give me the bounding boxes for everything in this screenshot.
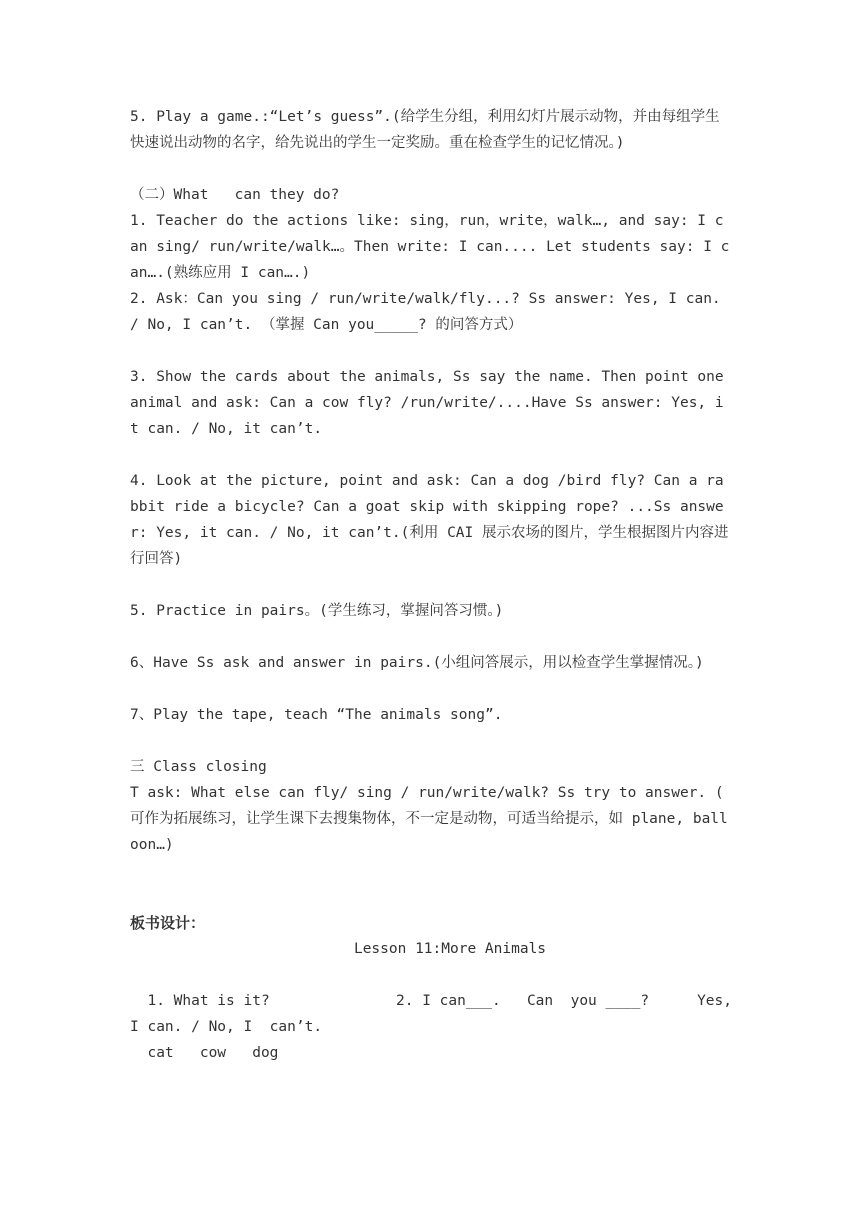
board-design-heading: 板书设计： <box>130 914 206 932</box>
board-item-3: Yes, <box>697 993 732 1009</box>
board-animal-words: cat cow dog <box>130 1045 279 1061</box>
spacer <box>130 728 732 754</box>
board-item-2: 2. I can___. Can you ____? <box>396 993 650 1009</box>
spacer <box>130 572 732 598</box>
section-2-item-1: 1. Teacher do the actions like: sing，run，write，walk…, and say: I can sing/ run/write/walk…。Then write: I can.... Let students say: I can….(熟练应用 I can….) <box>130 213 730 281</box>
board-item-1: 1. What is it? <box>130 993 270 1009</box>
spacer <box>130 624 732 650</box>
spacer <box>130 676 732 702</box>
spacer <box>130 884 732 910</box>
spacer <box>130 338 732 364</box>
section-2-title: （二）What can they do? <box>130 187 340 203</box>
section-2-item-6: 6、Have Ss ask and answer in pairs.(小组问答展示，用以检查学生掌握情况。) <box>130 655 704 671</box>
document-page <box>130 104 732 1066</box>
spacer <box>130 962 732 988</box>
section-3-title: 三 Class closing <box>130 759 267 775</box>
board-lesson-title: Lesson 11:More Animals <box>353 941 547 957</box>
section-2-item-4: 4. Look at the picture, point and ask: Can a dog /bird fly? Can a rabbit ride a bicycle? Can a goat skip with skipping rope? ...Ss answer: Yes, it can. / No, it can’t.(利用 CAI 展示农场的图片，学生根据图片内容进行回答) <box>130 473 729 567</box>
board-row-1 <box>130 988 732 1014</box>
section-3-text: T ask: What else can fly/ sing / run/write/walk? Ss try to answer. ( 可作为拓展练习，让学生课下去搜集物体，不一定是动物，可适当给提示，如 plane, balloon…) <box>130 785 733 853</box>
spacer <box>130 858 732 884</box>
section-2-item-3: 3. Show the cards about the animals, Ss say the name. Then point one animal and ask: Can a cow fly? /run/write/....Have Ss answer: Yes, it can. / No, it can’t. <box>130 369 733 437</box>
section-2-item-7: 7、Play the tape, teach “The animals song”. <box>130 707 503 723</box>
board-line-2: I can. / No, I can’t. <box>130 1019 323 1035</box>
step-5-game: 5. Play a game.:“Let’s guess”.(给学生分组，利用幻灯片展示动物，并由每组学生快速说出动物的名字，给先说出的学生一定奖励。重在检查学生的记忆情况。) <box>130 109 720 151</box>
spacer <box>130 442 732 468</box>
section-2-item-5: 5. Practice in pairs。(学生练习，掌握问答习惯。) <box>130 603 504 619</box>
section-2-item-2: 2. Ask：Can you sing / run/write/walk/fly...? Ss answer: Yes, I can. / No, I can’t. （掌握 Can you_____? 的问答方式） <box>130 291 730 333</box>
spacer <box>130 156 732 182</box>
